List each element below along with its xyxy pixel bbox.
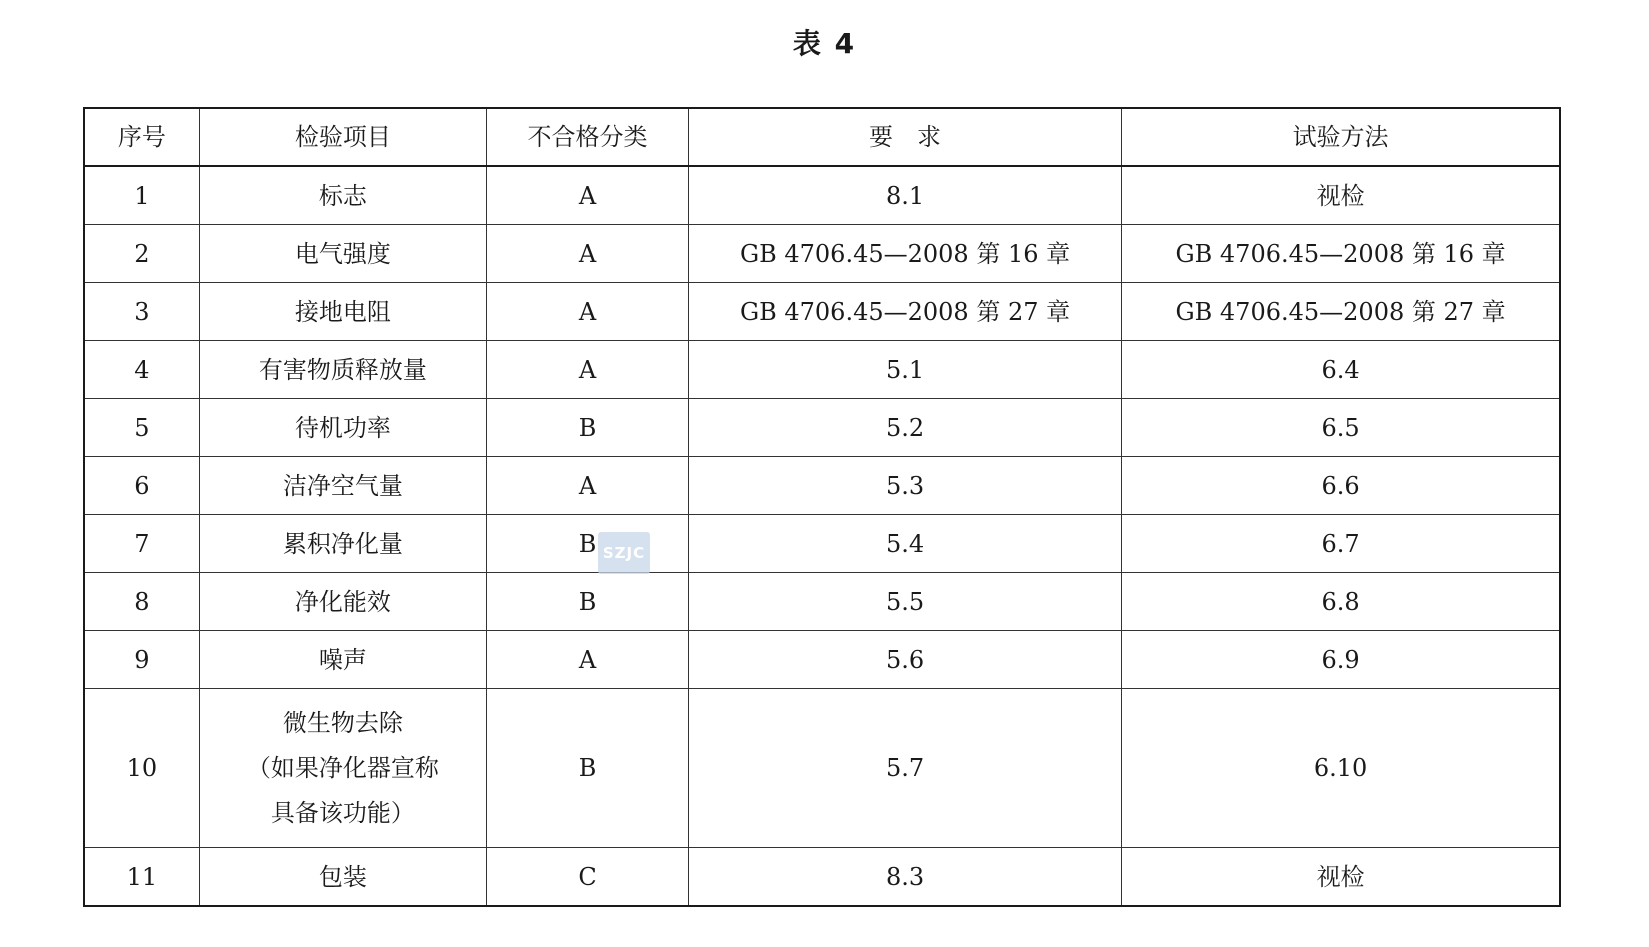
cell-serial-number: 7 <box>84 515 199 573</box>
cell-category: A <box>487 225 689 283</box>
cell-inspection-item: 接地电阻 <box>199 283 486 341</box>
cell-requirement: GB 4706.45—2008 第 16 章 <box>688 225 1121 283</box>
inspection-table <box>83 107 1561 907</box>
cell-requirement: 8.1 <box>688 166 1121 225</box>
cell-category: A <box>487 283 689 341</box>
cell-category: B <box>487 515 689 573</box>
cell-category: A <box>487 457 689 515</box>
header-nonconformity-category: 不合格分类 <box>487 108 689 166</box>
header-inspection-item: 检验项目 <box>199 108 486 166</box>
cell-category: A <box>487 631 689 689</box>
cell-serial-number: 11 <box>84 848 199 907</box>
header-requirement: 要 求 <box>688 108 1121 166</box>
cell-test-method: 视检 <box>1122 166 1560 225</box>
cell-requirement: GB 4706.45—2008 第 27 章 <box>688 283 1121 341</box>
cell-inspection-item: 标志 <box>199 166 486 225</box>
cell-requirement: 8.3 <box>688 848 1121 907</box>
cell-test-method: 6.7 <box>1122 515 1560 573</box>
cell-requirement: 5.1 <box>688 341 1121 399</box>
header-serial-number: 序号 <box>84 108 199 166</box>
cell-serial-number: 5 <box>84 399 199 457</box>
cell-test-method: 6.4 <box>1122 341 1560 399</box>
cell-serial-number: 10 <box>84 689 199 848</box>
cell-category: B <box>487 689 689 848</box>
table-row <box>84 341 1560 399</box>
table-row <box>84 689 1560 848</box>
cell-inspection-item: 净化能效 <box>199 573 486 631</box>
table-row <box>84 399 1560 457</box>
table-row <box>84 166 1560 225</box>
cell-serial-number: 4 <box>84 341 199 399</box>
cell-test-method: GB 4706.45—2008 第 16 章 <box>1122 225 1560 283</box>
cell-test-method: 6.6 <box>1122 457 1560 515</box>
table-row <box>84 283 1560 341</box>
cell-inspection-item <box>199 689 486 848</box>
cell-requirement: 5.6 <box>688 631 1121 689</box>
watermark-logo: SZJC <box>598 532 650 574</box>
cell-inspection-item: 包装 <box>199 848 486 907</box>
cell-requirement: 5.5 <box>688 573 1121 631</box>
cell-test-method: 6.10 <box>1122 689 1560 848</box>
table-caption: 表 4 <box>792 27 857 60</box>
cell-inspection-item: 噪声 <box>199 631 486 689</box>
table-row <box>84 573 1560 631</box>
cell-inspection-item: 待机功率 <box>199 399 486 457</box>
multiline-item-text: 微生物去除 （如果净化器宣称 具备该功能） <box>246 708 439 827</box>
cell-requirement: 5.4 <box>688 515 1121 573</box>
cell-requirement: 5.3 <box>688 457 1121 515</box>
table-row <box>84 848 1560 907</box>
cell-serial-number: 8 <box>84 573 199 631</box>
cell-requirement: 5.2 <box>688 399 1121 457</box>
cell-test-method: 视检 <box>1122 848 1560 907</box>
cell-serial-number: 6 <box>84 457 199 515</box>
table-row <box>84 225 1560 283</box>
table-row <box>84 631 1560 689</box>
cell-serial-number: 3 <box>84 283 199 341</box>
cell-category: B <box>487 399 689 457</box>
cell-inspection-item: 有害物质释放量 <box>199 341 486 399</box>
cell-serial-number: 9 <box>84 631 199 689</box>
cell-category: C <box>487 848 689 907</box>
cell-inspection-item: 累积净化量 <box>199 515 486 573</box>
cell-category: B <box>487 573 689 631</box>
header-test-method: 试验方法 <box>1122 108 1560 166</box>
cell-inspection-item: 电气强度 <box>199 225 486 283</box>
cell-serial-number: 1 <box>84 166 199 225</box>
cell-category: A <box>487 341 689 399</box>
table-row <box>84 515 1560 573</box>
cell-serial-number: 2 <box>84 225 199 283</box>
table-row <box>84 457 1560 515</box>
cell-requirement: 5.7 <box>688 689 1121 848</box>
cell-category: A <box>487 166 689 225</box>
cell-test-method: 6.9 <box>1122 631 1560 689</box>
cell-test-method: 6.8 <box>1122 573 1560 631</box>
cell-test-method: GB 4706.45—2008 第 27 章 <box>1122 283 1560 341</box>
cell-inspection-item: 洁净空气量 <box>199 457 486 515</box>
cell-test-method: 6.5 <box>1122 399 1560 457</box>
header-row <box>84 108 1560 166</box>
